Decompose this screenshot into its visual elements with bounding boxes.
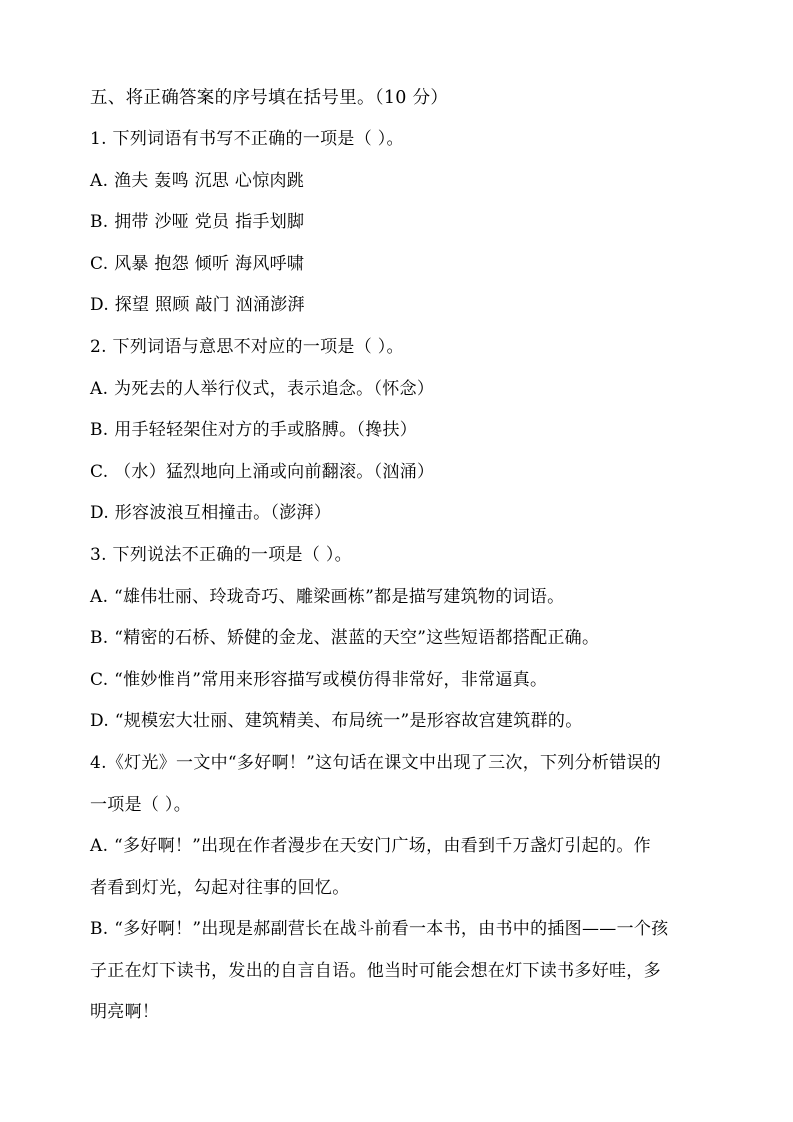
question-1-option-d: D. 探望 照顾 敲门 汹涌澎湃 [90, 295, 305, 315]
question-3-option-b: B. “精密的石桥、矫健的金龙、湛蓝的天空”这些短语都搭配正确。 [90, 628, 600, 648]
question-2-option-a: A. 为死去的人举行仪式，表示追念。（怀念） [90, 379, 435, 399]
question-1-option-b: B. 拥带 沙哑 党员 指手划脚 [90, 212, 305, 232]
question-4-option-a-line-1: A. “多好啊！”出现在作者漫步在天安门广场，由看到千万盏灯引起的。作 [90, 836, 651, 856]
question-3-stem: 3. 下列说法不正确的一项是（ ）。 [90, 545, 352, 565]
question-3-option-d: D. “规模宏大壮丽、建筑精美、布局统一”是形容故宫建筑群的。 [90, 711, 583, 731]
question-2-option-b: B. 用手轻轻架住对方的手或胳膊。（搀扶） [90, 420, 418, 440]
question-4-stem-line-2: 一项是（ ）。 [90, 795, 192, 815]
question-4-stem-line-1: 4.《灯光》一文中“多好啊！”这句话在课文中出现了三次，下列分析错误的 [90, 753, 662, 773]
question-4-option-b-line-2: 子正在灯下读书，发出的自言自语。他当时可能会想在灯下读书多好哇，多 [90, 961, 661, 981]
question-4-option-a-line-2: 者看到灯光，勾起对往事的回忆。 [90, 878, 350, 898]
question-4-option-b-line-3: 明亮啊！ [90, 1002, 160, 1022]
question-3-option-c: C. “惟妙惟肖”常用来形容描写或模仿得非常好，非常逼真。 [90, 670, 548, 690]
section-title: 五、将正确答案的序号填在括号里。（10 分） [90, 88, 449, 108]
question-1-option-a: A. 渔夫 轰鸣 沉思 心惊肉跳 [90, 171, 305, 191]
question-4-option-b-line-1: B. “多好啊！”出现是郝副营长在战斗前看一本书，由书中的插图——一个孩 [90, 919, 669, 939]
question-2-option-c: C. （水）猛烈地向上涌或向前翻滚。（汹涌） [90, 462, 435, 482]
question-2-stem: 2. 下列词语与意思不对应的一项是（ ）。 [90, 337, 404, 357]
question-1-option-c: C. 风暴 抱怨 倾听 海风呼啸 [90, 254, 305, 274]
question-1-stem: 1. 下列词语有书写不正确的一项是（ ）。 [90, 129, 404, 149]
question-3-option-a: A. “雄伟壮丽、玲珑奇巧、雕梁画栋”都是描写建筑物的词语。 [90, 587, 565, 607]
question-2-option-d: D. 形容波浪互相撞击。（澎湃） [90, 503, 332, 523]
